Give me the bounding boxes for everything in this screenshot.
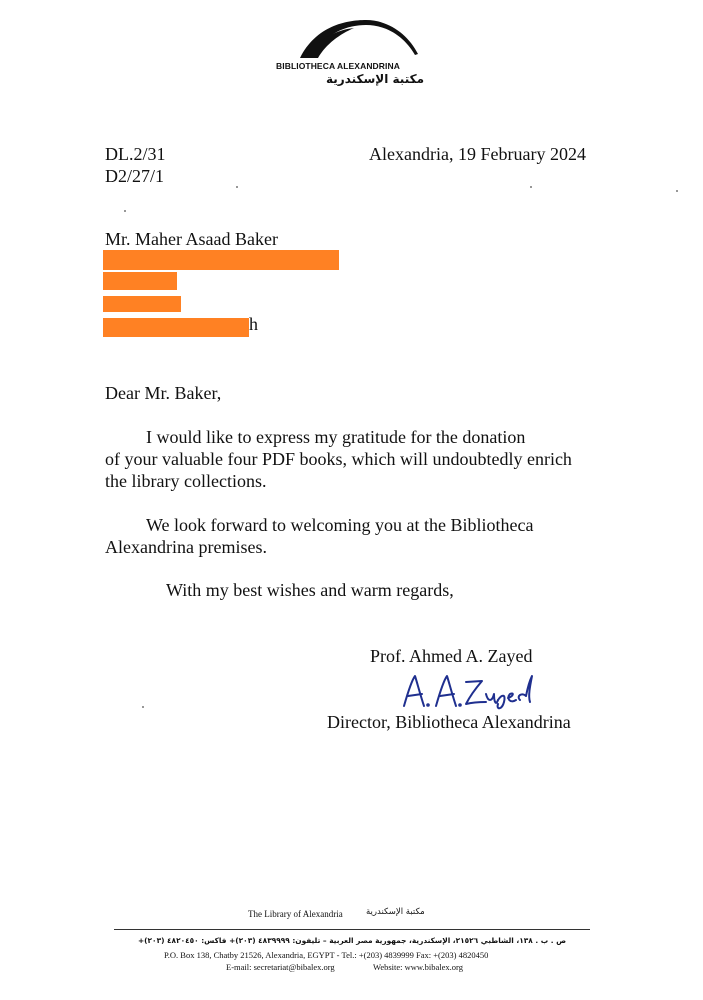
bibliotheca-logo-icon	[296, 16, 420, 60]
signatory-title: Director, Bibliotheca Alexandrina	[327, 712, 571, 732]
footer-library-name-ar: مكتبة الإسكندرية	[366, 907, 425, 917]
redacted-address-line-1	[103, 250, 339, 270]
handwritten-signature	[396, 672, 546, 710]
footer-library-name-en: The Library of Alexandria	[248, 909, 343, 919]
logo-org-name-en: BIBLIOTHECA ALEXANDRINA	[276, 61, 400, 71]
logo-org-name-ar: مكتبة الإسكندرية	[326, 72, 425, 86]
paragraph-2-line-2: Alexandrina premises.	[105, 537, 267, 557]
reference-line-2: D2/27/1	[105, 166, 165, 186]
redacted-line-tail: h	[249, 314, 258, 334]
footer-website: Website: www.bibalex.org	[373, 962, 463, 972]
paragraph-1-line-3: the library collections.	[105, 471, 267, 491]
signatory-name: Prof. Ahmed A. Zayed	[370, 646, 533, 666]
footer-address-ar: ص . ب . ١٣٨، الشاطبي ٢١٥٢٦، الإسكندرية، جمهورية مصر العربية – تليفون: ٤٨٣٩٩٩٩ (٢٠٣)+ فاكس: ٤٨٢٠٤٥٠ (٢٠٣)+	[137, 936, 567, 945]
paragraph-1-line-1: I would like to express my gratitude for the donation	[146, 427, 526, 447]
paragraph-1-line-2: of your valuable four PDF books, which will undoubtedly enrich	[105, 449, 572, 469]
salutation: Dear Mr. Baker,	[105, 383, 222, 403]
paragraph-2-line-1: We look forward to welcoming you at the Bibliotheca	[146, 515, 534, 535]
redacted-address-line-4	[103, 318, 249, 337]
recipient-name: Mr. Maher Asaad Baker	[105, 229, 278, 249]
redacted-address-line-2	[103, 272, 177, 290]
footer-email: E-mail: secretariat@bibalex.org	[226, 962, 335, 972]
footer-divider	[114, 929, 590, 930]
place-date: Alexandria, 19 February 2024	[369, 144, 586, 164]
redacted-address-line-3	[103, 296, 181, 312]
closing: With my best wishes and warm regards,	[166, 580, 454, 600]
reference-line-1: DL.2/31	[105, 144, 166, 164]
footer-address-en: P.O. Box 138, Chatby 21526, Alexandria, EGYPT - Tel.: +(203) 4839999 Fax: +(203) 4820450	[164, 950, 489, 960]
